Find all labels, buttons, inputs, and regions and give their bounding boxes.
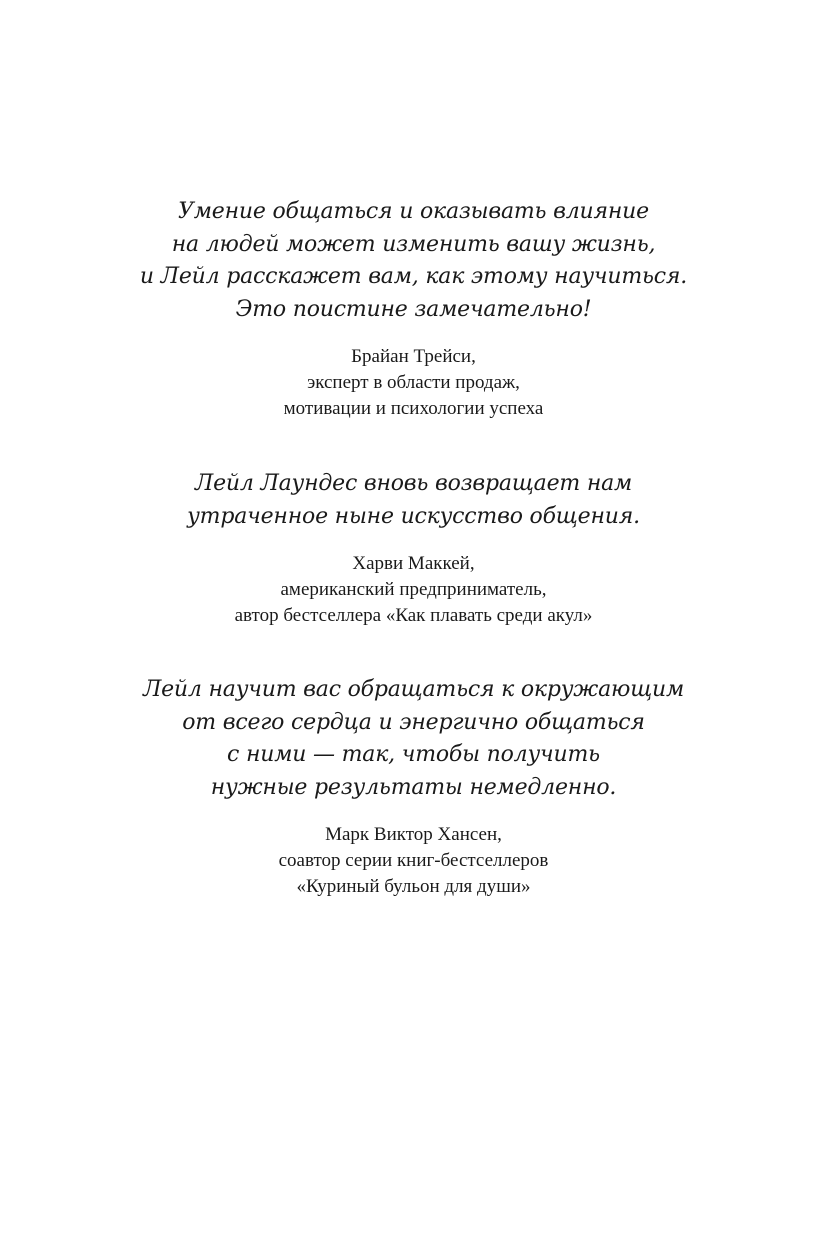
quote-line: Лейл Лаундес вновь возвращает нам: [194, 471, 633, 496]
quote-line: Умение общаться и оказывать влияние: [178, 199, 649, 224]
quote-line: утраченное ныне искусство общения.: [187, 503, 640, 529]
endorsement-author: [0, 344, 827, 422]
author-name: Харви Маккей,: [352, 553, 475, 574]
author-name: Брайан Трейси,: [351, 346, 476, 367]
quote-line: и Лейл расскажет вам, как этому научиться.: [139, 264, 688, 289]
author-description: «Куриный бульон для души»: [296, 876, 531, 897]
endorsement-mackay: [0, 468, 827, 629]
author-name: Марк Виктор Хансен,: [325, 824, 502, 845]
author-description: мотивации и психологии успеха: [283, 398, 544, 419]
quote-line: Лейл научит вас обращаться к окружающим: [142, 677, 685, 702]
endorsement-quote: [0, 196, 827, 326]
endorsement-tracy: [0, 196, 827, 422]
endorsement-author: [0, 822, 827, 900]
author-description: автор бестселлера «Как плавать среди акул»: [234, 605, 593, 626]
quote-line: на людей может изменить вашу жизнь,: [171, 231, 656, 257]
quote-line: с ними — так, чтобы получить: [227, 742, 600, 767]
author-description: соавтор серии книг-бестселлеров: [278, 850, 549, 871]
endorsement-author: [0, 551, 827, 629]
quote-line: нужные результаты немедленно.: [210, 774, 617, 800]
endorsement-quote: [0, 674, 827, 804]
endorsement-hansen: [0, 674, 827, 900]
endorsement-quote: [0, 468, 827, 533]
quote-line: Это поистине замечательно!: [235, 296, 592, 322]
quote-line: от всего сердца и энергично общаться: [182, 709, 645, 735]
author-description: эксперт в области продаж,: [307, 372, 520, 393]
author-description: американский предприниматель,: [280, 579, 547, 600]
